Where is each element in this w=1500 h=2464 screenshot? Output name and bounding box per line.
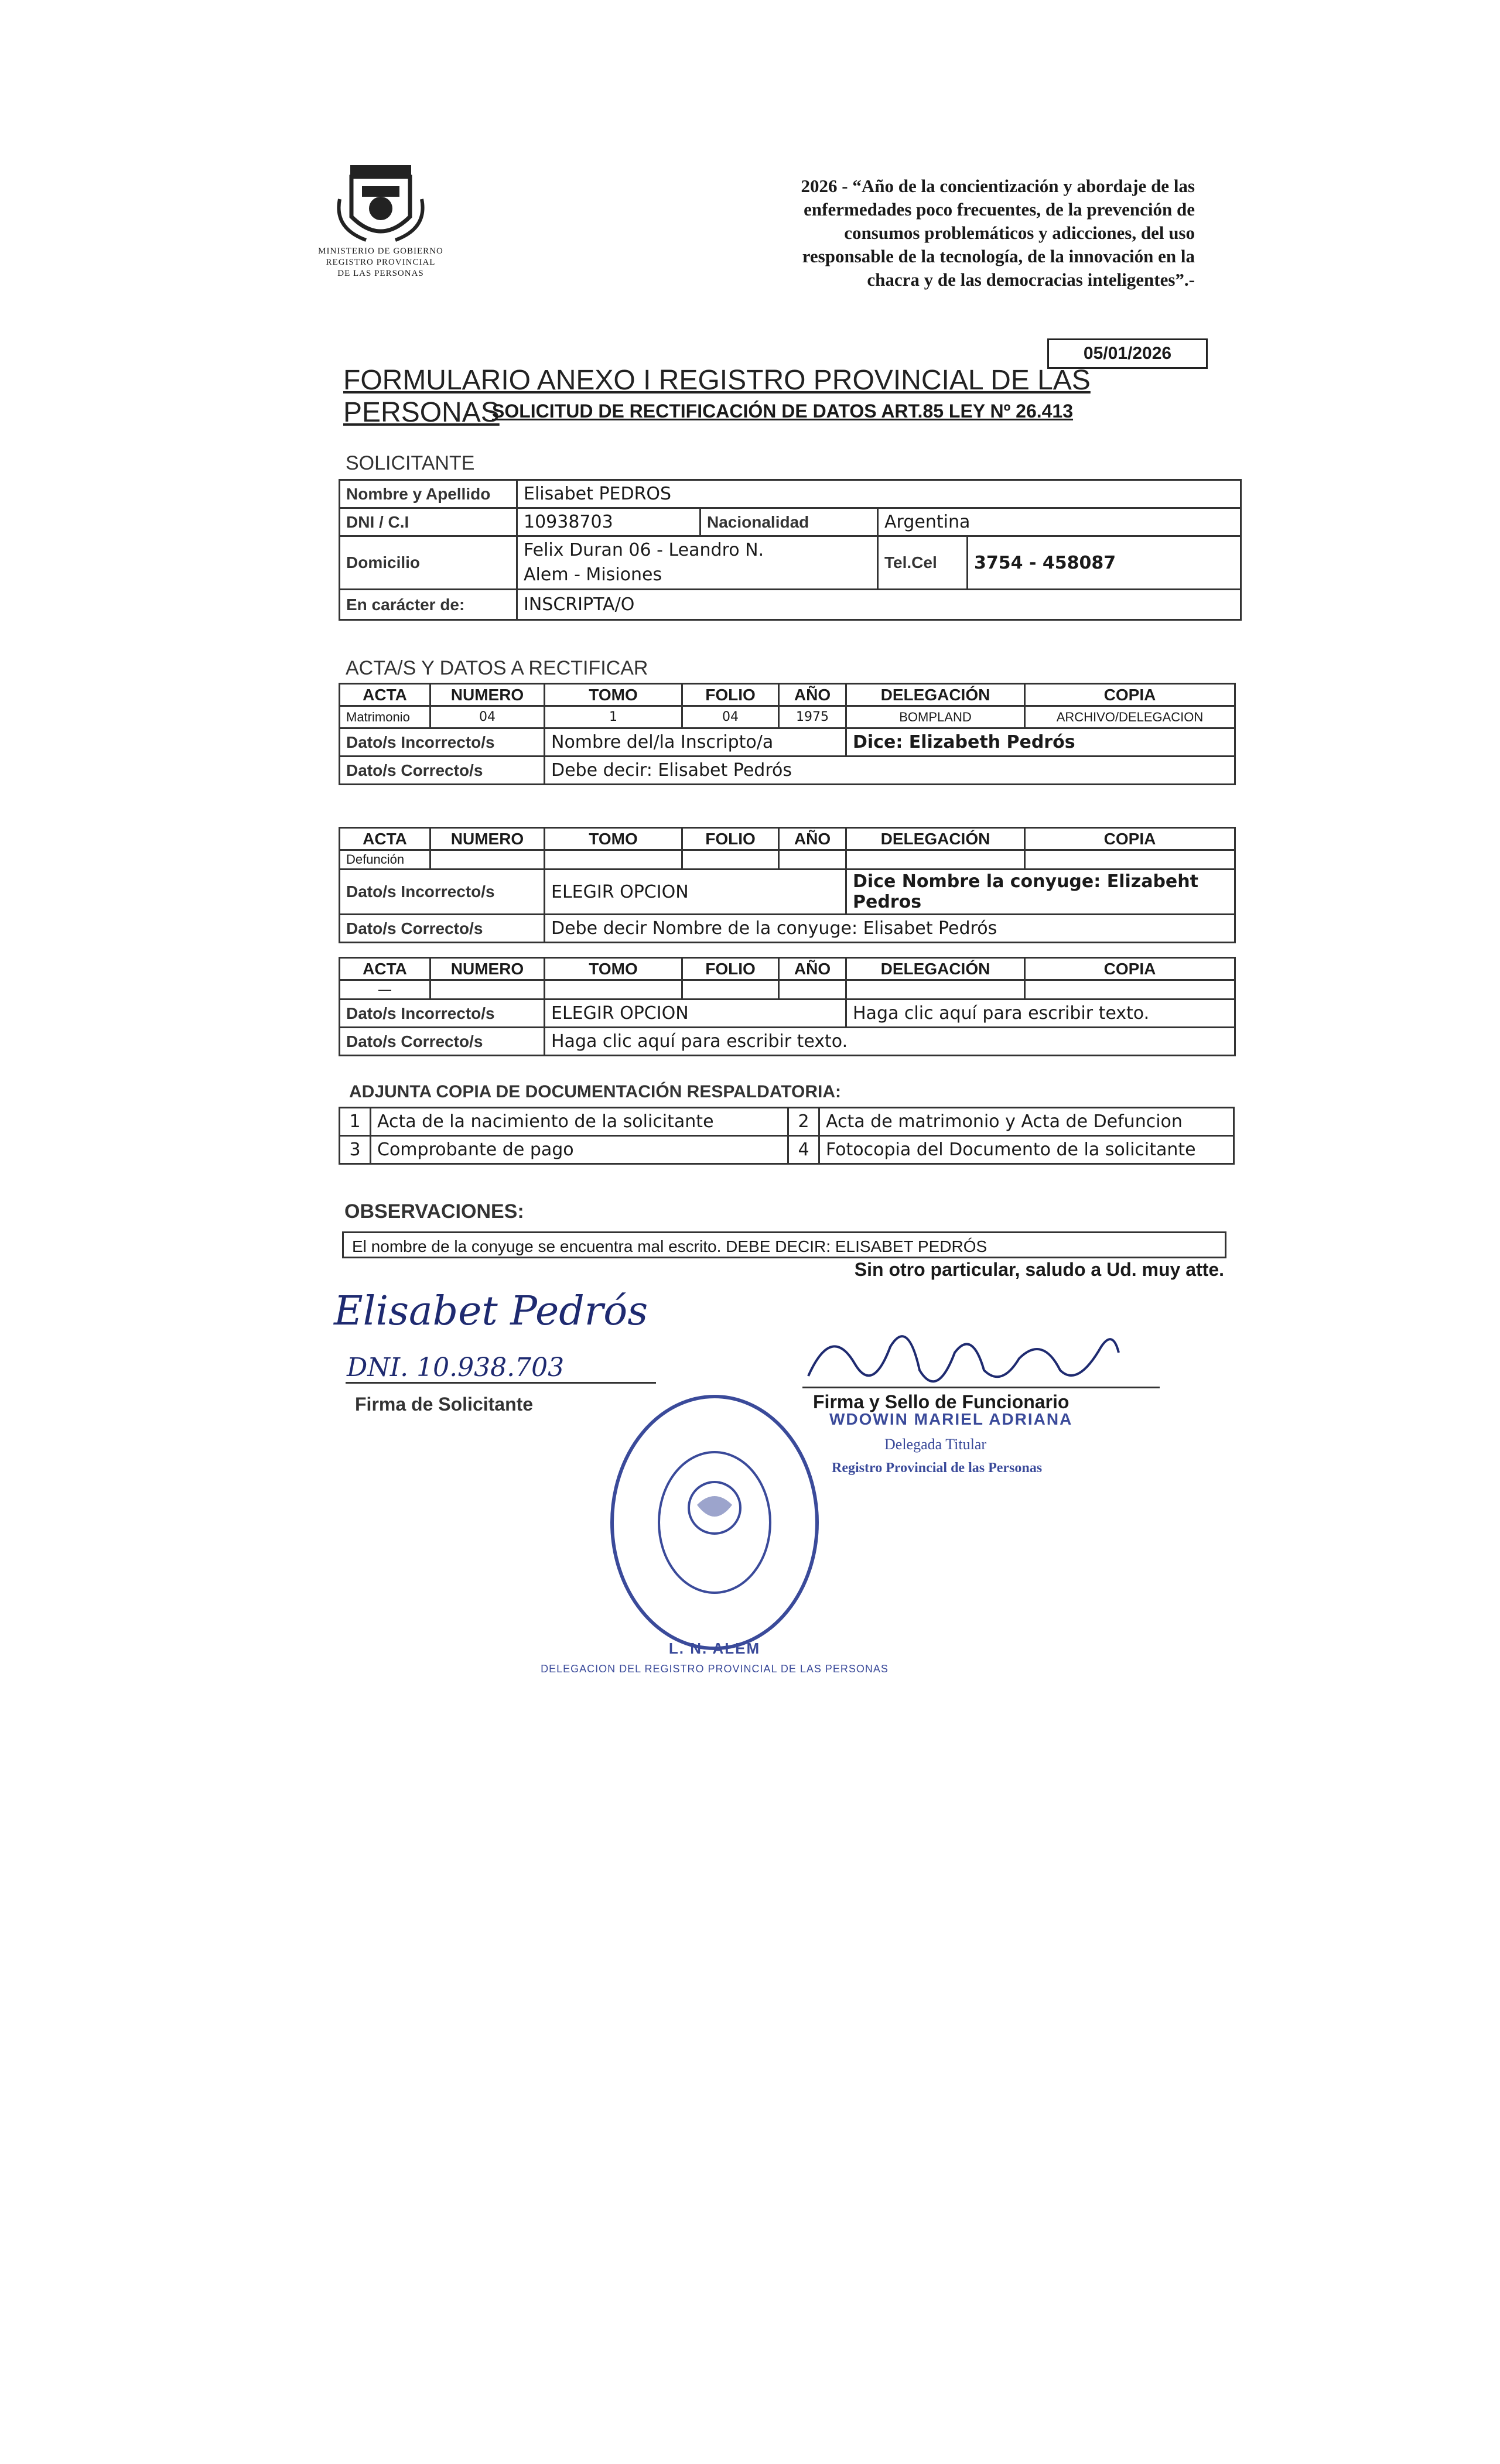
- correct-text: Debe decir: Elisabet Pedrós: [545, 757, 1235, 785]
- actas-heading: ACTA/S Y DATOS A RECTIFICAR: [346, 657, 648, 679]
- domicilio-value: [517, 536, 878, 590]
- incorrect-label: Dato/s Incorrecto/s: [340, 870, 545, 915]
- motto-line: 2026 - “Año de la concientización y abordaje de las: [801, 176, 1195, 196]
- col-delegacion: DELEGACIÓN: [846, 828, 1025, 850]
- province-crest-icon: [316, 158, 445, 258]
- col-numero: NUMERO: [430, 828, 545, 850]
- name-value: Elisabet PEDROS: [517, 480, 1241, 508]
- adjunta-num: 4: [788, 1136, 819, 1164]
- adjunta-item: Comprobante de pago: [371, 1136, 788, 1164]
- acta-numero: 04: [430, 706, 545, 728]
- caracter-value: INSCRIPTA/O: [517, 590, 1241, 620]
- form-subtitle: SOLICITUD DE RECTIFICACIÓN DE DATOS ART.85 LEY Nº 26.413: [492, 401, 1074, 422]
- ministry-line: DE LAS PERSONAS: [337, 269, 424, 278]
- acta-type: —: [340, 980, 430, 1000]
- col-anio: AÑO: [779, 958, 846, 980]
- acta-tomo: 1: [545, 706, 682, 728]
- correct-text-input[interactable]: Haga clic aquí para escribir texto.: [545, 1028, 1235, 1056]
- col-tomo: TOMO: [545, 958, 682, 980]
- ministry-block: [305, 246, 457, 279]
- col-folio: FOLIO: [682, 828, 779, 850]
- col-anio: AÑO: [779, 684, 846, 706]
- domicilio-label: Domicilio: [340, 536, 517, 590]
- col-numero: NUMERO: [430, 958, 545, 980]
- incorrect-field: Nombre del/la Inscripto/a: [545, 728, 846, 757]
- motto-line: responsable de la tecnología, de la innovación en la: [802, 246, 1195, 266]
- solicitante-heading: SOLICITANTE: [346, 452, 475, 474]
- incorrect-label: Dato/s Incorrecto/s: [340, 728, 545, 757]
- adjunta-heading: ADJUNTA COPIA DE DOCUMENTACIÓN RESPALDATORIA:: [349, 1082, 841, 1101]
- incorrect-field-dropdown[interactable]: ELEGIR OPCION: [545, 870, 846, 915]
- acta-table-3: [339, 957, 1236, 1056]
- col-delegacion: DELEGACIÓN: [846, 958, 1025, 980]
- applicant-signature-label: Firma de Solicitante: [355, 1394, 534, 1415]
- observaciones-text: El nombre de la conyuge se encuentra mal escrito. DEBE DECIR: ELISABET PEDRÓS: [342, 1231, 1226, 1258]
- stamp-place: L. N. ALEM: [668, 1640, 761, 1657]
- form-title: FORMULARIO ANEXO I REGISTRO PROVINCIAL DE LAS PERSONAS: [343, 365, 1091, 428]
- correct-label: Dato/s Correcto/s: [340, 757, 545, 785]
- official-org: Registro Provincial de las Personas: [832, 1460, 1043, 1476]
- domicilio-line: Felix Duran 06 - Leandro N.: [524, 540, 764, 560]
- year-motto: [668, 174, 1195, 292]
- ministry-line: MINISTERIO DE GOBIERNO: [318, 247, 443, 256]
- observaciones-heading: OBSERVACIONES:: [344, 1200, 524, 1223]
- col-copia: COPIA: [1025, 684, 1235, 706]
- dni-label: DNI / C.I: [340, 508, 517, 536]
- col-acta: ACTA: [340, 828, 430, 850]
- col-acta: ACTA: [340, 958, 430, 980]
- stamp-text: DELEGACION DEL REGISTRO PROVINCIAL DE LAS PERSONAS: [541, 1663, 889, 1675]
- col-anio: AÑO: [779, 828, 846, 850]
- applicant-signature-line: [346, 1382, 656, 1384]
- col-copia: COPIA: [1025, 828, 1235, 850]
- acta-copia: ARCHIVO/DELEGACION: [1025, 706, 1235, 728]
- col-tomo: TOMO: [545, 828, 682, 850]
- adjunta-num: 3: [340, 1136, 371, 1164]
- ministry-line: REGISTRO PROVINCIAL: [326, 258, 436, 267]
- acta-type: Matrimonio: [340, 706, 430, 728]
- col-folio: FOLIO: [682, 684, 779, 706]
- caracter-label: En carácter de:: [340, 590, 517, 620]
- acta-delegacion: BOMPLAND: [846, 706, 1025, 728]
- solicitante-table: [339, 479, 1242, 621]
- adjunta-num: 2: [788, 1108, 819, 1136]
- incorrect-text-input[interactable]: Haga clic aquí para escribir texto.: [846, 1000, 1235, 1028]
- nacionalidad-label: Nacionalidad: [701, 508, 878, 536]
- correct-text: Debe decir Nombre de la conyuge: Elisabet Pedrós: [545, 915, 1235, 943]
- name-label: Nombre y Apellido: [340, 480, 517, 508]
- motto-line: consumos problemáticos y adicciones, del uso: [844, 223, 1195, 243]
- tel-value: 3754 - 458087: [968, 536, 1241, 590]
- correct-label: Dato/s Correcto/s: [340, 915, 545, 943]
- official-name: WDOWIN MARIEL ADRIANA: [829, 1410, 1073, 1428]
- applicant-dni-handwritten: DNI. 10.938.703: [347, 1353, 565, 1382]
- col-folio: FOLIO: [682, 958, 779, 980]
- col-delegacion: DELEGACIÓN: [846, 684, 1025, 706]
- adjunta-item: Acta de matrimonio y Acta de Defuncion: [819, 1108, 1234, 1136]
- acta-type: Defunción: [340, 850, 430, 870]
- motto-line: enfermedades poco frecuentes, de la prevención de: [804, 199, 1195, 220]
- registry-stamp-icon: [603, 1388, 826, 1657]
- adjunta-num: 1: [340, 1108, 371, 1136]
- acta-table-1: [339, 683, 1236, 785]
- official-signature-line: [802, 1387, 1160, 1388]
- incorrect-text: Dice Nombre la conyuge: Elizabeht Pedros: [846, 870, 1235, 915]
- correct-label: Dato/s Correcto/s: [340, 1028, 545, 1056]
- motto-line: chacra y de las democracias inteligentes”.-: [867, 269, 1195, 290]
- adjunta-table: [339, 1107, 1235, 1165]
- applicant-signature: Elisabet Pedrós: [334, 1288, 648, 1334]
- adjunta-item: Acta de la nacimiento de la solicitante: [371, 1108, 788, 1136]
- official-role: Delegada Titular: [884, 1436, 987, 1453]
- col-tomo: TOMO: [545, 684, 682, 706]
- adjunta-item: Fotocopia del Documento de la solicitante: [819, 1136, 1234, 1164]
- acta-table-2: [339, 827, 1236, 943]
- col-acta: ACTA: [340, 684, 430, 706]
- official-signature-label: Firma y Sello de Funcionario: [813, 1391, 1070, 1412]
- incorrect-field-dropdown[interactable]: ELEGIR OPCION: [545, 1000, 846, 1028]
- dni-value: 10938703: [517, 508, 701, 536]
- incorrect-label: Dato/s Incorrecto/s: [340, 1000, 545, 1028]
- form-date: 05/01/2026: [1047, 338, 1208, 369]
- incorrect-text: Dice: Elizabeth Pedrós: [846, 728, 1235, 757]
- nacionalidad-value: Argentina: [878, 508, 1241, 536]
- acta-folio: 04: [682, 706, 779, 728]
- closing-text: Sin otro particular, saludo a Ud. muy atte.: [854, 1259, 1224, 1280]
- acta-anio: 1975: [779, 706, 846, 728]
- col-numero: NUMERO: [430, 684, 545, 706]
- domicilio-line: Alem - Misiones: [524, 564, 662, 585]
- tel-label: Tel.Cel: [878, 536, 968, 590]
- col-copia: COPIA: [1025, 958, 1235, 980]
